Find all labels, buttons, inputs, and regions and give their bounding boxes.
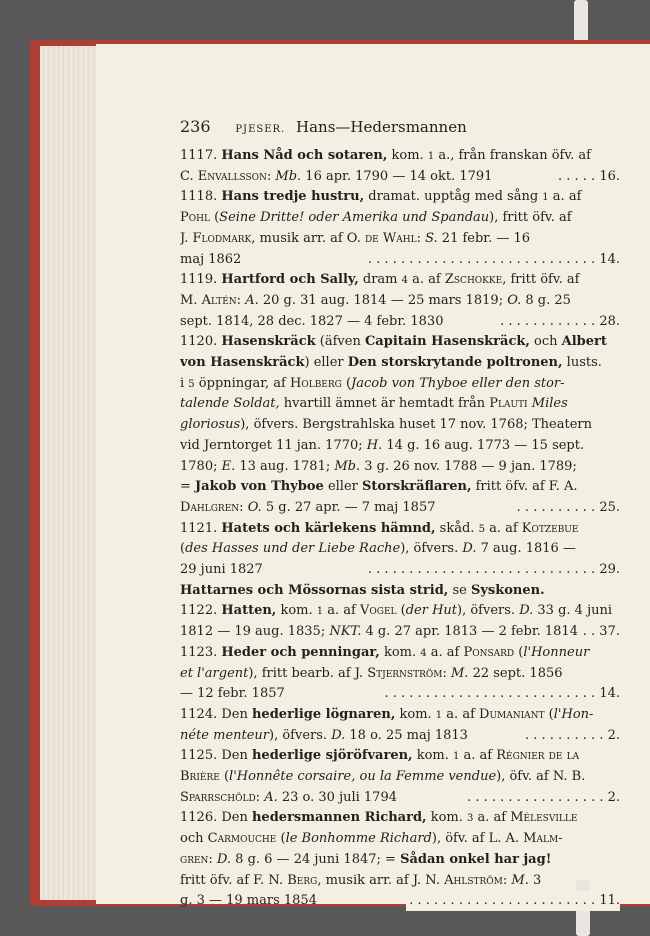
entry-line xyxy=(180,270,620,290)
entry-line xyxy=(180,208,620,228)
line-text: D. xyxy=(216,851,232,867)
line-text: 4 g. 27 apr. 1813 — 2 febr. 1814 xyxy=(361,624,578,640)
line-text: skåd. xyxy=(435,520,479,536)
line-text: Dumaniant xyxy=(479,706,545,722)
line-text: 1117. xyxy=(180,148,222,163)
entry-line xyxy=(180,250,620,270)
entry-line xyxy=(180,705,620,725)
line-text: Holberg xyxy=(290,375,342,391)
line-text: l'Honneur xyxy=(523,644,590,660)
line-text: ( xyxy=(396,603,406,619)
line-text: 1118. xyxy=(180,189,222,205)
entry-line xyxy=(180,519,620,539)
line-text: M. xyxy=(450,665,469,681)
line-text: sept. 1814, 28 dec. 1827 — 4 febr. 1830 xyxy=(180,313,444,329)
line-text: Storskräflaren, xyxy=(362,479,472,495)
leader-value: . . . . . 16. xyxy=(555,167,620,187)
line-text: Hans Nåd och sotaren, xyxy=(221,148,388,163)
line-text: Ponsard xyxy=(463,644,515,660)
entry-line xyxy=(180,767,620,787)
entry-line xyxy=(180,788,620,808)
line-text: a. af xyxy=(484,520,522,536)
entry-line xyxy=(180,539,620,559)
line-text: hedersmannen Richard, xyxy=(251,810,427,826)
line-text: 21 febr. — 16 xyxy=(437,230,531,246)
line-text: kom. xyxy=(395,706,436,722)
line-text: 1812 — 19 aug. 1835; xyxy=(180,624,330,640)
line-text: ( xyxy=(209,210,220,226)
line-text: 4 xyxy=(420,647,427,659)
line-text: ), fritt öfv. af xyxy=(489,210,572,226)
line-text: 1121. xyxy=(180,520,222,536)
line-text: 13 aug. 1781; xyxy=(235,458,335,474)
line-text: ), öfv. af L. A. xyxy=(431,831,524,847)
running-head-range: Hans—Hedersmannen xyxy=(296,118,467,136)
line-text: Seine Dritte! oder Amerika und Spandau xyxy=(219,210,490,226)
line-text: l'Hon- xyxy=(553,706,594,722)
entry-line xyxy=(180,871,620,891)
line-text: : xyxy=(239,499,248,515)
line-text: O. xyxy=(507,292,522,308)
line-text: , musik arr. af O. xyxy=(251,230,365,246)
line-text: 3 xyxy=(528,872,542,888)
line-text: 33 g. 4 juni xyxy=(533,603,613,619)
entry-line xyxy=(180,436,620,456)
line-text: 8 g. 6 — 24 juni 1847; = xyxy=(231,851,401,867)
line-text: Hasenskräck xyxy=(221,334,316,350)
entry-line xyxy=(180,829,620,849)
line-text: öppningar, af xyxy=(194,375,290,391)
line-text: a. af xyxy=(426,644,464,660)
line-text: : xyxy=(208,851,217,867)
line-text: lusts. xyxy=(562,355,602,370)
line-text: M. xyxy=(511,872,529,888)
line-text: a., från franskan öfv. af xyxy=(434,148,591,163)
line-text: Zschokke xyxy=(444,272,503,288)
line-text: dramat. upptåg med sång xyxy=(364,189,543,205)
line-text: Brière xyxy=(180,769,220,784)
line-text: Syskonen. xyxy=(470,582,545,598)
line-text: 1 xyxy=(542,192,549,204)
entry-line xyxy=(180,560,620,580)
entry-line xyxy=(180,229,620,249)
line-text: des Hasses und der Liebe Rache xyxy=(185,541,401,557)
entry-line xyxy=(180,415,620,435)
line-text: 1 xyxy=(316,606,324,618)
running-head xyxy=(180,117,620,137)
line-text: ) eller xyxy=(304,355,348,370)
line-text: 1 xyxy=(427,151,435,162)
line-text: Mb. xyxy=(275,168,302,184)
line-text: 5 xyxy=(188,378,195,390)
line-text: Jakob von Thyboe xyxy=(195,479,324,495)
line-text: NKT. xyxy=(329,624,362,640)
line-text: kom. xyxy=(426,810,468,826)
line-text: ( xyxy=(341,375,352,391)
running-head-label: PJESER. xyxy=(235,124,286,135)
line-text: kom. xyxy=(412,748,453,764)
line-text: Carmouche xyxy=(207,831,277,847)
line-text: ), öfvers. xyxy=(269,727,332,743)
entry-line xyxy=(180,746,620,766)
line-text: Pohl xyxy=(180,210,210,226)
line-text: , musik arr. af J. N. xyxy=(317,872,445,888)
line-text: E. xyxy=(221,458,236,474)
line-text: A. xyxy=(264,789,278,805)
line-text: Mb. xyxy=(334,458,361,474)
line-text: Ahlström xyxy=(444,872,503,888)
line-text: 18 o. 25 maj 1813 xyxy=(345,727,468,743)
leader-value: . . . . . . . . . . . . . . . . . . . . . . . . . . 14. xyxy=(381,684,620,704)
entry-line xyxy=(180,394,620,414)
entry-line xyxy=(180,891,620,911)
line-text: : xyxy=(266,168,276,184)
leader-value: . . . . . . . . . . . . . . . . . . . . . . . . . . . . 29. xyxy=(365,560,620,580)
entry-line xyxy=(180,167,620,187)
entry-line xyxy=(180,726,620,746)
line-text: — 12 febr. 1857 xyxy=(180,686,285,702)
line-text: g. 3 — 19 mars 1854 xyxy=(180,893,317,909)
entry-line xyxy=(180,808,620,828)
line-text: 1124. Den xyxy=(180,706,252,722)
line-text: Heder och penningar, xyxy=(221,644,380,660)
line-text: gloriosus xyxy=(180,417,241,433)
line-text: D. xyxy=(331,727,346,743)
line-text: dram xyxy=(358,272,402,288)
leader-value: . . 37. xyxy=(580,622,620,642)
line-text: 1125. Den xyxy=(180,748,252,764)
line-text: , fritt öfv. af xyxy=(502,272,580,288)
entry-line xyxy=(180,332,620,352)
leader-value: . . . . . . . . . . . . . . . . . . . . . . . 11. xyxy=(406,891,620,911)
line-text: fritt öfv. af F. A. xyxy=(471,479,578,495)
entry-line xyxy=(180,664,620,684)
line-text: ( xyxy=(544,706,554,722)
line-text: 16 apr. 1790 — 14 okt. 1791 xyxy=(301,168,493,184)
line-text: a. af xyxy=(442,706,480,722)
line-text: och xyxy=(180,831,208,847)
line-text: Capitain Hasenskräck, xyxy=(364,334,530,350)
line-text: se xyxy=(448,582,471,598)
line-text: 1120. xyxy=(180,334,222,350)
entry-line xyxy=(180,187,620,207)
line-text: et l'argent xyxy=(180,665,249,681)
leader-value: . . . . . . . . . . . . . . . . . 2. xyxy=(464,788,620,808)
line-text: Kotzebue xyxy=(521,520,579,536)
line-text: maj 1862 xyxy=(180,251,242,267)
line-text: 4 xyxy=(401,275,409,287)
line-text: kom. xyxy=(276,603,317,619)
line-text: 8 g. 25 xyxy=(521,292,571,308)
entry-line xyxy=(180,850,620,870)
line-text: : xyxy=(236,292,246,308)
line-text: néte menteur xyxy=(180,727,270,743)
line-text: 20 g. 31 aug. 1814 — 25 mars 1819; xyxy=(258,292,508,308)
line-text: ( xyxy=(219,769,230,784)
line-text: hederlige sjöröfvaren, xyxy=(251,748,413,764)
line-text: H. xyxy=(366,437,383,453)
line-text: a. af xyxy=(323,603,360,619)
line-text: a. af xyxy=(408,272,445,288)
line-text: kom. xyxy=(387,148,428,163)
line-text: Hatten, xyxy=(221,603,277,619)
line-text: ), öfvers. xyxy=(457,603,520,619)
line-text: eller xyxy=(323,479,362,495)
leader-value: . . . . . . . . . . 25. xyxy=(514,498,620,518)
leader-value: . . . . . . . . . . . . . . . . . . . . . . . . . . . . 14. xyxy=(365,250,620,270)
line-text: 7 aug. 1816 — xyxy=(476,541,576,557)
entry-line xyxy=(180,581,620,601)
entry-line xyxy=(180,498,620,518)
line-text: Berg xyxy=(287,872,318,888)
line-text: Envallsson xyxy=(197,168,267,184)
line-text: Mélesville xyxy=(510,810,578,826)
line-text: a. af xyxy=(548,189,582,205)
line-text: 3 g. 26 nov. 1788 — 9 jan. 1789; xyxy=(360,458,577,474)
page-number: 236 xyxy=(180,117,211,136)
entry-line xyxy=(180,601,620,621)
line-text: Albert xyxy=(561,334,607,350)
line-text: : xyxy=(502,872,512,888)
leader-value: . . . . . . . . . . 2. xyxy=(522,726,620,746)
line-text: ), öfvers. Bergstrahlska huset 17 nov. 1768; Theatern xyxy=(240,417,592,433)
line-text: 5 xyxy=(478,523,485,535)
entry-line xyxy=(180,146,620,166)
line-text: gren xyxy=(180,851,209,867)
entry-line xyxy=(180,643,620,663)
line-text: 29 juni 1827 xyxy=(180,562,263,577)
entry-line xyxy=(180,353,620,373)
line-text: 3 xyxy=(467,813,474,825)
line-text: ( xyxy=(180,541,186,557)
line-text: 5 g. 27 apr. — 7 maj 1857 xyxy=(261,499,436,515)
line-text: (äfven xyxy=(315,334,365,350)
line-text: Dahlgren xyxy=(180,499,240,515)
line-text: och xyxy=(529,334,562,350)
line-text: Malm- xyxy=(523,831,563,847)
line-text: Plauti xyxy=(489,396,528,412)
line-text: Sparrschöld xyxy=(180,789,256,805)
line-text: le Bonhomme Richard xyxy=(285,831,432,847)
entry-line xyxy=(180,622,620,642)
line-text: Vogel xyxy=(359,603,397,619)
line-text: Flodmark xyxy=(192,230,252,246)
line-text: l'Honnête corsaire, ou la Femme vendue xyxy=(229,769,497,784)
line-text: 1 xyxy=(435,709,443,721)
line-text: a. af xyxy=(473,810,511,826)
line-text: i xyxy=(180,375,189,391)
line-text: Hatets och kärlekens hämnd, xyxy=(221,520,436,536)
entry-line xyxy=(180,477,620,497)
line-text: 1126. Den xyxy=(180,810,252,826)
line-text: a. af xyxy=(459,748,497,764)
line-text: 14 g. 16 aug. 1773 — 15 sept. xyxy=(382,437,585,453)
line-text: S. xyxy=(425,230,438,246)
line-text: Altén xyxy=(201,292,237,308)
line-text: J. xyxy=(180,230,193,246)
line-text: fritt öfv. af F. N. xyxy=(180,872,288,888)
line-text: 1123. xyxy=(180,644,222,660)
entry-line xyxy=(180,684,620,704)
entry-line xyxy=(180,291,620,311)
line-text: 22 sept. 1856 xyxy=(468,665,563,681)
line-text: ), fritt bearb. af J. xyxy=(248,665,368,681)
line-text: ), öfvers. xyxy=(400,541,463,557)
leader-value: . . . . . . . . . . . . 28. xyxy=(497,312,620,332)
line-text: : xyxy=(416,230,426,246)
line-text: 1119. xyxy=(180,272,222,288)
line-text: Jacob von Thyboe eller den stor- xyxy=(351,375,565,391)
line-text: Régnier de la xyxy=(496,748,580,764)
line-text: Sådan onkel har jag! xyxy=(400,851,552,867)
entry-line xyxy=(180,457,620,477)
line-text: ( xyxy=(514,644,524,660)
line-text: talende Soldat, xyxy=(180,396,280,412)
line-text: kom. xyxy=(379,644,421,660)
line-text: A. xyxy=(245,292,259,308)
line-text: D. xyxy=(462,541,477,557)
line-text: 1 xyxy=(453,751,460,763)
line-text: : xyxy=(255,789,265,805)
entry-line xyxy=(180,312,620,332)
line-text: hederlige lögnaren, xyxy=(251,706,396,722)
line-text: Stjernström xyxy=(367,665,443,681)
line-text: ( xyxy=(276,831,286,847)
line-text: 1122. xyxy=(180,603,222,619)
line-text: Hans tredje hustru, xyxy=(221,189,365,205)
line-text: Hartford och Sally, xyxy=(221,272,359,288)
line-text: Den storskrytande poltronen, xyxy=(347,355,563,370)
line-text: der Hut xyxy=(405,603,458,619)
line-text: von Hasenskräck xyxy=(180,355,305,370)
entry-line xyxy=(180,374,620,394)
line-text: 23 o. 30 juli 1794 xyxy=(277,789,397,805)
line-text: O. xyxy=(247,499,262,515)
line-text: M. xyxy=(180,292,202,308)
line-text: ), öfv. af N. B. xyxy=(496,769,586,784)
line-text: : xyxy=(442,665,451,681)
line-text: Miles xyxy=(531,396,568,412)
line-text: Hattarnes och Mössornas sista strid, xyxy=(180,582,449,598)
line-text: C. xyxy=(180,168,198,184)
line-text: hvartill ämnet är hemtadt från xyxy=(279,396,490,412)
line-text: D. xyxy=(519,603,534,619)
line-text: = xyxy=(180,479,196,495)
line-text: 1780; xyxy=(180,458,222,474)
line-text: de Wahl xyxy=(364,230,417,246)
line-text: vid Jerntorget 11 jan. 1770; xyxy=(180,437,367,453)
